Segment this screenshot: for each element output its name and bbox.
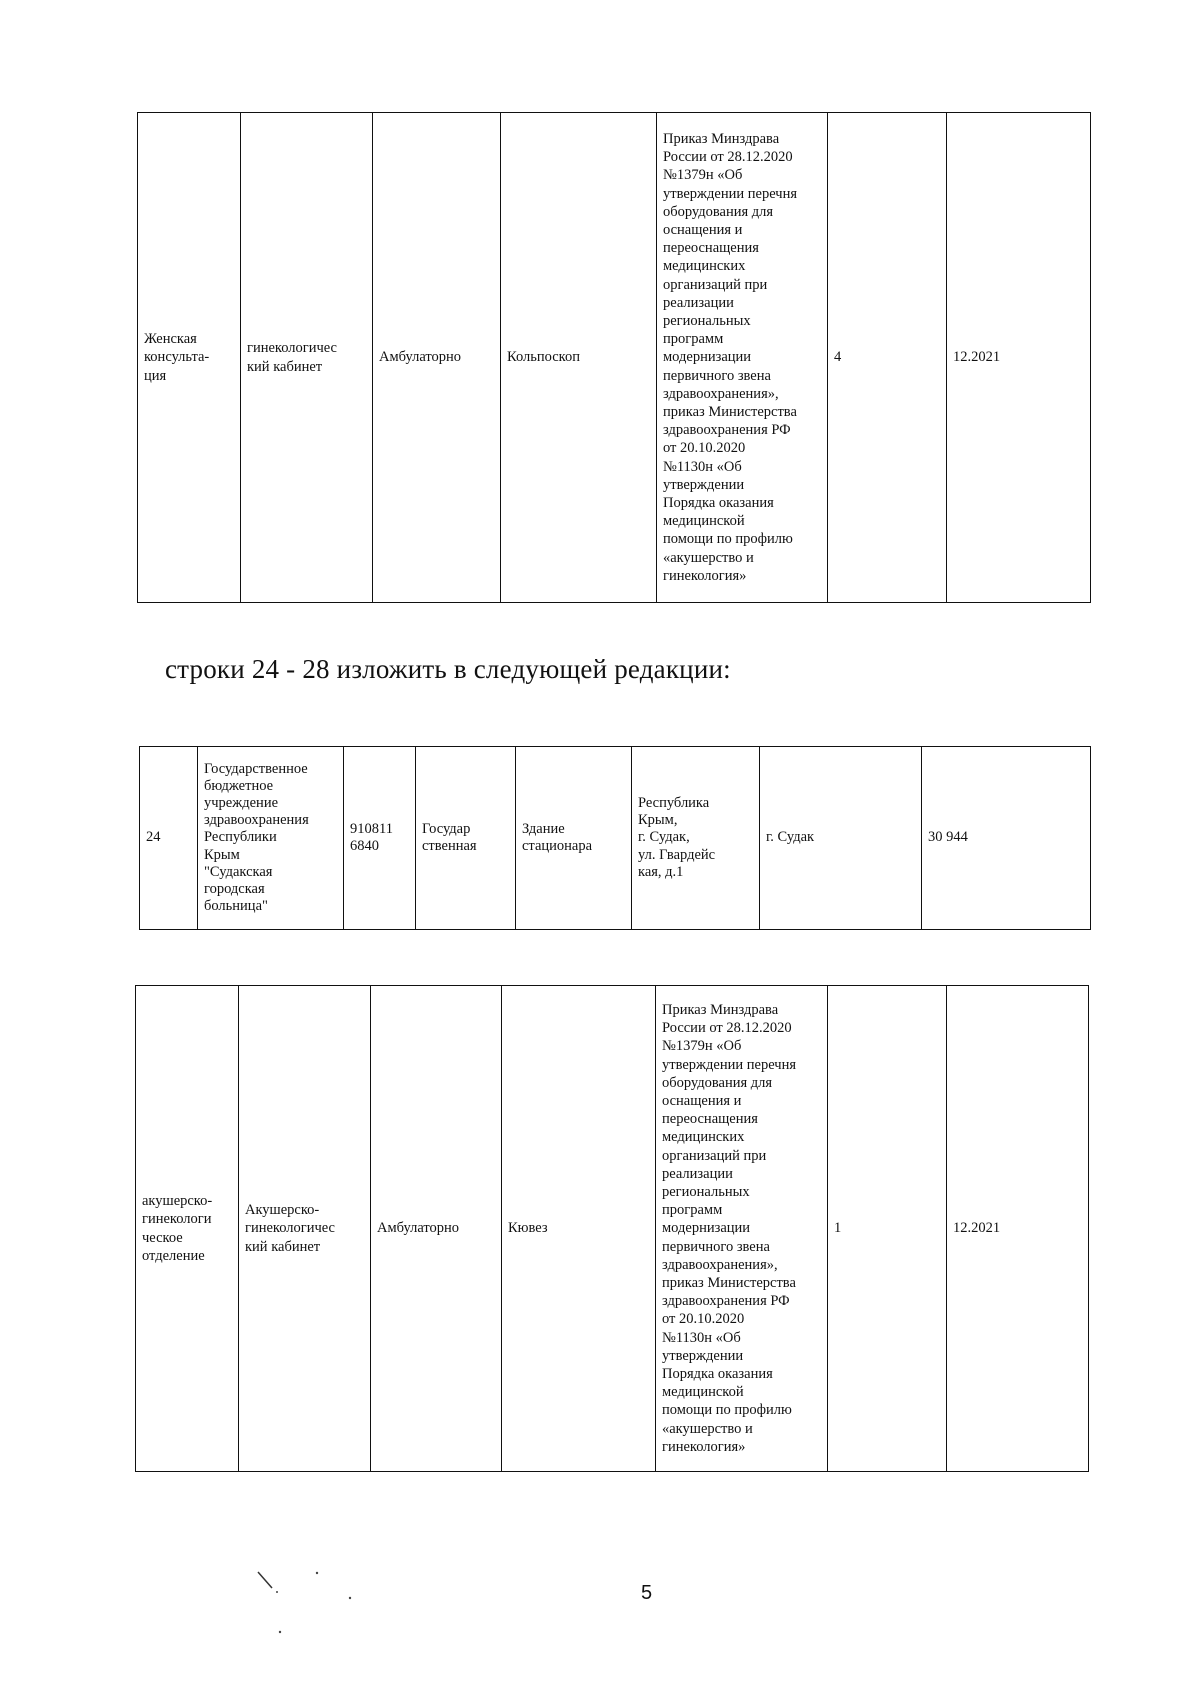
institution-table (139, 746, 1091, 930)
building-cell: Здание стационара (516, 747, 632, 930)
room-cell: гинекологичес кий кабинет (241, 113, 373, 603)
scan-artifact-marks (255, 1568, 365, 1638)
department-cell: Женская консульта- ция (138, 113, 241, 603)
row-number-cell: 24 (140, 747, 198, 930)
date-cell: 12.2021 (947, 113, 1091, 603)
department-cell: акушерско- гинекологи ческое отделение (136, 986, 239, 1472)
quantity-cell: 4 (828, 113, 947, 603)
room-cell: Акушерско- гинекологичес кий кабинет (239, 986, 371, 1472)
care-condition-cell: Амбулаторно (373, 113, 501, 603)
equipment-table-top (137, 112, 1091, 603)
value-cell: 30 944 (922, 747, 1091, 930)
section-heading: строки 24 - 28 изложить в следующей редакции: (165, 654, 731, 684)
address-cell: Республика Крым, г. Судак, ул. Гвардейс кая, д.1 (632, 747, 760, 930)
equipment-cell: Кольпоскоп (501, 113, 657, 603)
care-condition-cell: Амбулаторно (371, 986, 502, 1472)
legal-basis-cell: Приказ Минздрава России от 28.12.2020 №1379н «Об утверждении перечня оборудования для оснащения и переоснащения медицинских организаций при реализации региональных программ модернизации первичного звена здравоохранения», приказ Министерства здравоохранения РФ от 20.10.2020 №1130н «Об утверждении Порядка оказания медицинской помощи по профилю «акушерство и гинекология» (656, 986, 828, 1472)
quantity-cell: 1 (828, 986, 947, 1472)
inn-cell: 910811 6840 (344, 747, 416, 930)
equipment-table-bottom (135, 985, 1089, 1472)
date-cell: 12.2021 (947, 986, 1089, 1472)
legal-basis-cell: Приказ Минздрава России от 28.12.2020 №1379н «Об утверждении перечня оборудования для оснащения и переоснащения медицинских организаций при реализации региональных программ модернизации первичного звена здравоохранения», приказ Министерства здравоохранения РФ от 20.10.2020 №1130н «Об утверждении Порядка оказания медицинской помощи по профилю «акушерство и гинекология» (657, 113, 828, 603)
locality-cell: г. Судак (760, 747, 922, 930)
page-number: 5 (641, 1582, 653, 1604)
organization-cell: Государственное бюджетное учреждение здравоохранения Республики Крым "Судакская городская больница" (198, 747, 344, 930)
equipment-cell: Кювез (502, 986, 656, 1472)
ownership-cell: Государ ственная (416, 747, 516, 930)
